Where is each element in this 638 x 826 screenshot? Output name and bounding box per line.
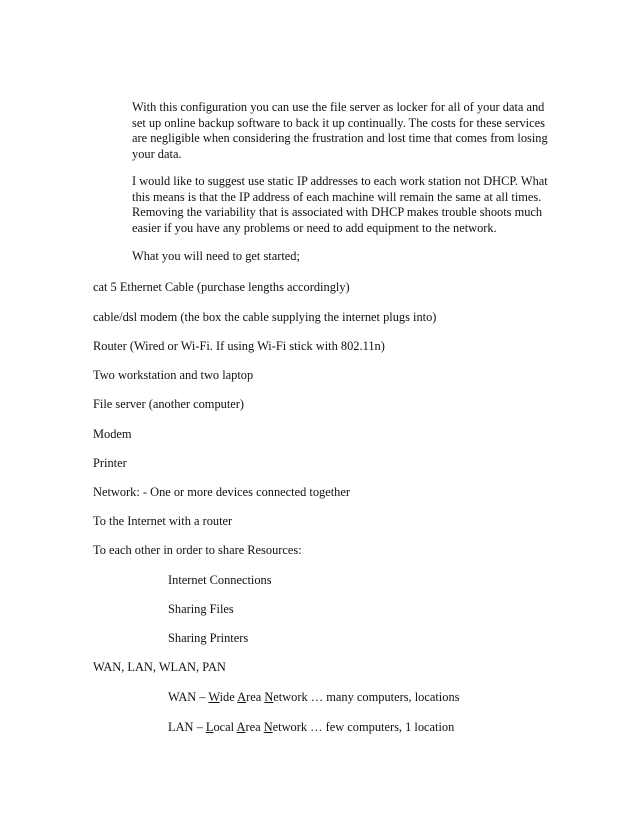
paragraph-get-started <box>132 249 572 265</box>
text-line: I would like to suggest use static IP addresses to each work station not DHCP. What <box>132 174 548 188</box>
wan-prefix: WAN – <box>168 690 209 704</box>
wan-definition <box>168 690 459 705</box>
wan-word-rest: ide <box>219 690 238 704</box>
list-item: Two workstation and two laptop <box>93 368 254 382</box>
list-item: File server (another computer) <box>93 397 245 411</box>
wan-word-rest: etwork … many computers, locations <box>273 690 460 704</box>
text-line: easier if you have any problems or need to add equipment to the network. <box>132 220 497 235</box>
resource-item: Sharing Printers <box>168 631 249 645</box>
wan-word-rest: rea <box>246 690 265 704</box>
lan-word-rest: rea <box>245 720 264 734</box>
lan-prefix: LAN – <box>168 720 206 734</box>
lan-initial-n: N <box>263 720 273 734</box>
lan-word-rest: ocal <box>213 720 237 734</box>
lan-initial-a: A <box>236 720 246 734</box>
text-line: Removing the variability that is associated with DHCP makes trouble shoots much <box>132 205 543 220</box>
list-item: cat 5 Ethernet Cable (purchase lengths accordingly) <box>93 280 350 294</box>
list-item: Network: - One or more devices connected together <box>93 485 351 499</box>
list-item: To the Internet with a router <box>93 514 233 528</box>
lan-word-rest: etwork … few computers, 1 location <box>272 720 455 734</box>
text-line: this means is that the IP address of each machine will remain the same at all times. <box>132 189 542 204</box>
lan-definition <box>168 720 454 735</box>
wan-initial-w: W <box>208 690 220 704</box>
network-types: WAN, LAN, WLAN, PAN <box>93 660 226 674</box>
wan-initial-a: A <box>237 690 247 704</box>
paragraph-file-server <box>132 100 572 162</box>
lan-initial-l: L <box>205 720 214 734</box>
wan-initial-n: N <box>264 690 274 704</box>
resource-item: Sharing Files <box>168 602 234 616</box>
text-line: What you will need to get started; <box>132 249 300 263</box>
list-item: To each other in order to share Resources: <box>93 543 302 557</box>
text-line: set up online backup software to back it up continually. The costs for these services <box>132 115 545 130</box>
text-line: are negligible when considering the frustration and lost time that comes from losing <box>132 131 548 146</box>
list-item: Modem <box>93 427 132 441</box>
resource-item: Internet Connections <box>168 573 272 587</box>
text-line: your data. <box>132 146 182 161</box>
text-line: With this configuration you can use the file server as locker for all of your data and <box>132 100 545 114</box>
list-item: Router (Wired or Wi-Fi. If using Wi-Fi stick with 802.11n) <box>93 339 385 353</box>
paragraph-static-ip <box>132 174 572 236</box>
list-item: Printer <box>93 456 127 470</box>
list-item: cable/dsl modem (the box the cable supplying the internet plugs into) <box>93 310 437 324</box>
